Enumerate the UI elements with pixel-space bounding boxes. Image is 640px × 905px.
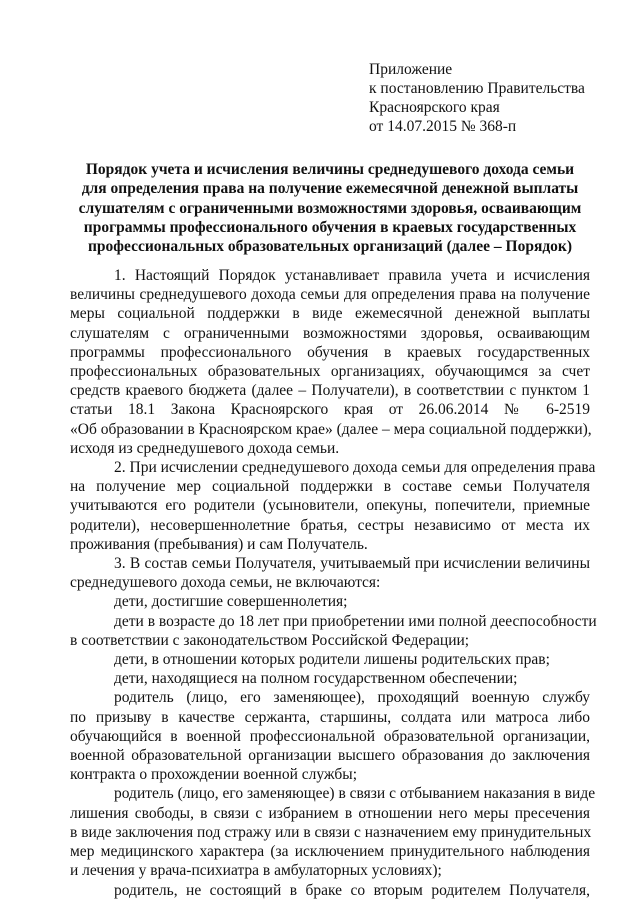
paragraph-line: исходя из среднедушевого дохода семьи. (70, 439, 340, 457)
document-title (70, 160, 590, 256)
title-line: программы профессионального обучения в краевых государственных (83, 218, 577, 236)
paragraph-10 (70, 881, 590, 900)
title-line: слушателям с ограниченными возможностями здоровья, осваивающим (78, 199, 582, 217)
paragraph-7 (70, 669, 590, 688)
paragraph-line: меры социальной поддержки в виде ежемесячной денежной выплаты (70, 305, 590, 323)
title-line: Порядок учета и исчисления величины среднедушевого дохода семьи (85, 161, 575, 178)
paragraph-line: дети, находящиеся на полном государственном обеспечении; (114, 670, 518, 688)
paragraph-line: родитель, не состоящий в браке со вторым родителем Получателя, (114, 881, 590, 899)
paragraph-line: по призыву в качестве сержанта, старшины, солдата или матроса либо (70, 708, 590, 726)
appendix-line: от 14.07.2015 № 368-п (369, 118, 517, 135)
title-line: профессиональных образовательных организаций (далее – Порядок) (87, 238, 573, 256)
paragraph-line: на получение мер социальной поддержки в составе семьи Получателя (70, 478, 590, 496)
paragraph-5 (70, 612, 597, 650)
paragraph-line: 3. В состав семьи Получателя, учитываемый при исчислении величины (114, 555, 590, 573)
paragraph-line: средств краевого бюджета (далее – Получатели), в соответствии с пунктом 1 (70, 382, 590, 400)
paragraph-line: программы профессионального обучения в краевых государственных (70, 343, 590, 361)
paragraph-line: военной образовательной организации высшего образования до заключения (70, 747, 590, 765)
paragraph-line: родитель (лицо, его заменяющее), проходящий военную службу (114, 689, 590, 707)
paragraph-line: лишения свободы, в связи с избранием в отношении него меры пресечения (70, 804, 590, 822)
paragraph-9 (70, 784, 596, 880)
paragraph-line: профессиональных образовательных организациях, обучающимся за счет (70, 363, 590, 381)
paragraph-3 (70, 554, 590, 592)
paragraph-line: в соответствии с законодательством Российской Федерации; (70, 631, 470, 649)
paragraph-4 (70, 592, 590, 611)
appendix-line: к постановлению Правительства (369, 80, 585, 97)
paragraph-line: статьи 18.1 Закона Красноярского края от 26.06.2014 № 6-2519 (70, 401, 590, 419)
paragraph-line: контракта о прохождении военной службы; (70, 766, 358, 784)
paragraph-line: «Об образовании в Красноярском крае» (далее – мера социальной поддержки), (70, 420, 592, 438)
paragraph-line: обучающийся в военной профессиональной образовательной организации, (70, 727, 590, 745)
paragraph-line: родитель (лицо, его заменяющее) в связи с отбыванием наказания в виде (114, 785, 596, 803)
paragraph-1 (70, 266, 590, 458)
document-body (70, 266, 597, 900)
paragraph-line: 1. Настоящий Порядок устанавливает правила учета и исчисления (114, 267, 590, 284)
paragraph-8 (70, 688, 590, 784)
paragraph-line: среднедушевого дохода семьи, не включаются: (70, 574, 381, 592)
paragraph-2 (70, 458, 596, 554)
appendix-line: Приложение (369, 61, 453, 78)
paragraph-line: мер медицинского характера (за исключением принудительного наблюдения (70, 843, 590, 861)
paragraph-line: дети, в отношении которых родители лишены родительских прав; (114, 651, 550, 669)
paragraph-line: дети, достигшие совершеннолетия; (114, 593, 348, 611)
paragraph-line: 2. При исчислении среднедушевого дохода семьи для определения права (114, 459, 596, 477)
appendix-header (369, 60, 629, 136)
paragraph-line: родители), несовершеннолетние братья, сестры независимо от места их (70, 516, 590, 534)
paragraph-6 (70, 650, 590, 669)
paragraph-line: проживания (пребывания) и сам Получатель. (70, 535, 368, 553)
paragraph-line: величины среднедушевого дохода семьи для определения права на получение (70, 286, 590, 304)
paragraph-line: слушателям с ограниченными возможностями здоровья, осваивающим (70, 324, 590, 342)
paragraph-line: и лечения у врача-психиатра в амбулаторных условиях); (70, 862, 442, 880)
title-line: для определения права на получение ежемесячной денежной выплаты (81, 180, 579, 198)
paragraph-line: дети в возрасте до 18 лет при приобретении ими полной дееспособности (114, 612, 597, 630)
paragraph-line: в виде заключения под стражу или в связи с назначением ему принудительных (70, 823, 592, 841)
appendix-line: Красноярского края (369, 99, 500, 116)
paragraph-line: учитываются его родители (усыновители, опекуны, попечители, приемные (70, 497, 590, 515)
